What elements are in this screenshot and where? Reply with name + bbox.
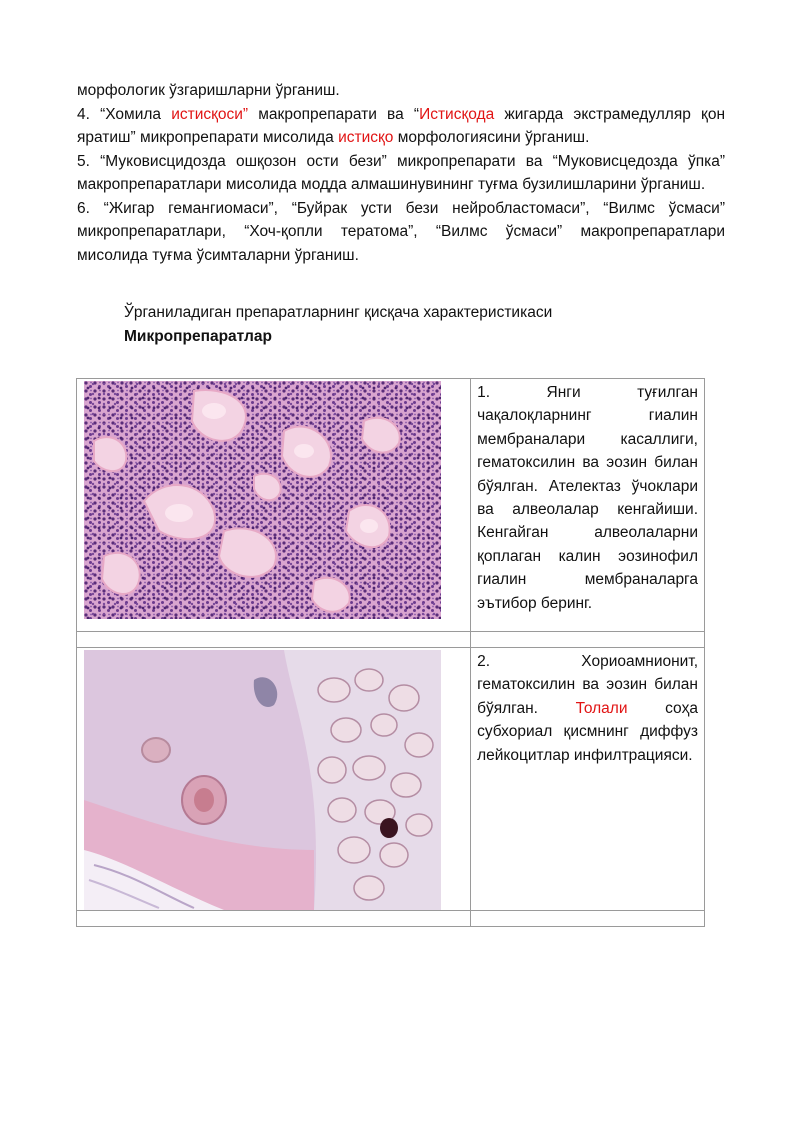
empty-cell (77, 911, 471, 927)
desc2-text-b: соҳа субхориал қисмнинг диффуз лейкоцитлар инфилтрацияси. (477, 699, 698, 764)
image-cell-2 (77, 648, 471, 911)
table-row-spacer (77, 632, 705, 648)
p4-text-a: 4. “Хомила (77, 105, 172, 123)
empty-cell (77, 632, 471, 648)
p4-highlight-1: истисқоси” (171, 105, 249, 123)
chorioamnionitis-histology-image (84, 650, 441, 910)
p4-text-c: макропрепарати ва “ (248, 105, 420, 123)
empty-cell (471, 632, 705, 648)
image-cell-1 (77, 379, 471, 632)
p4-text-g: морфологиясини ўрганиш. (393, 129, 590, 146)
p4-highlight-2: Истисқода (419, 105, 495, 123)
section-heading: Микропрепаратлар (124, 328, 272, 345)
description-cell-2 (471, 648, 705, 911)
table-row (77, 648, 705, 911)
paragraph-6: 6. “Жигар гемангиомаси”, “Буйрак усти бези нейробластомаси”, “Вилмс ўсмаси” микропрепаратлари, “Хоч-қопли тератома”, “Вилмс ўсмаси” макропрепаратлари мисолида туғма ўсимталарни ўрганиш. (77, 199, 725, 264)
p4-highlight-3: истисқо (338, 129, 394, 146)
paragraph-5: 5. “Муковисцидозда ошқозон ости бези” микропрепарати ва “Муковисцедозда ўпка” макропрепаратлари мисолида модда алмашинувининг туғма бузилишларини ўрганиш. (77, 152, 725, 193)
desc2-text-a: 2. Хориоамнионит, гематоксилин ва эозин билан бўялган. (477, 653, 698, 717)
paragraph-morphology: морфологик ўзгаришларни ўрганиш. (77, 82, 340, 99)
description-cell-1: 1. Янги туғилган чақалоқларнинг гиалин мембраналари касаллиги, гематоксилин ва эозин билан бўялган. Ателектаз ўчоклари ва алвеолалар кенгайиши. Кенгайган алвеолаларни қоплаган калин эозинофил гиалин мембраналарга эътибор беринг. (471, 379, 705, 632)
p4-text-e: жигарда экстрамедулляр қон яратиш” микропрепарати мисолида (77, 105, 725, 146)
paragraph-4 (77, 103, 725, 150)
body-text (77, 79, 725, 267)
micropreparations-table (76, 378, 705, 927)
table-row (77, 379, 705, 632)
section-subtitle: Ўрганиладиган препаратларнинг қисқача характеристикаси (124, 304, 553, 321)
lung-histology-image (84, 381, 441, 619)
empty-cell (471, 911, 705, 927)
desc2-highlight: Толали (575, 699, 628, 717)
table-row-spacer (77, 911, 705, 927)
